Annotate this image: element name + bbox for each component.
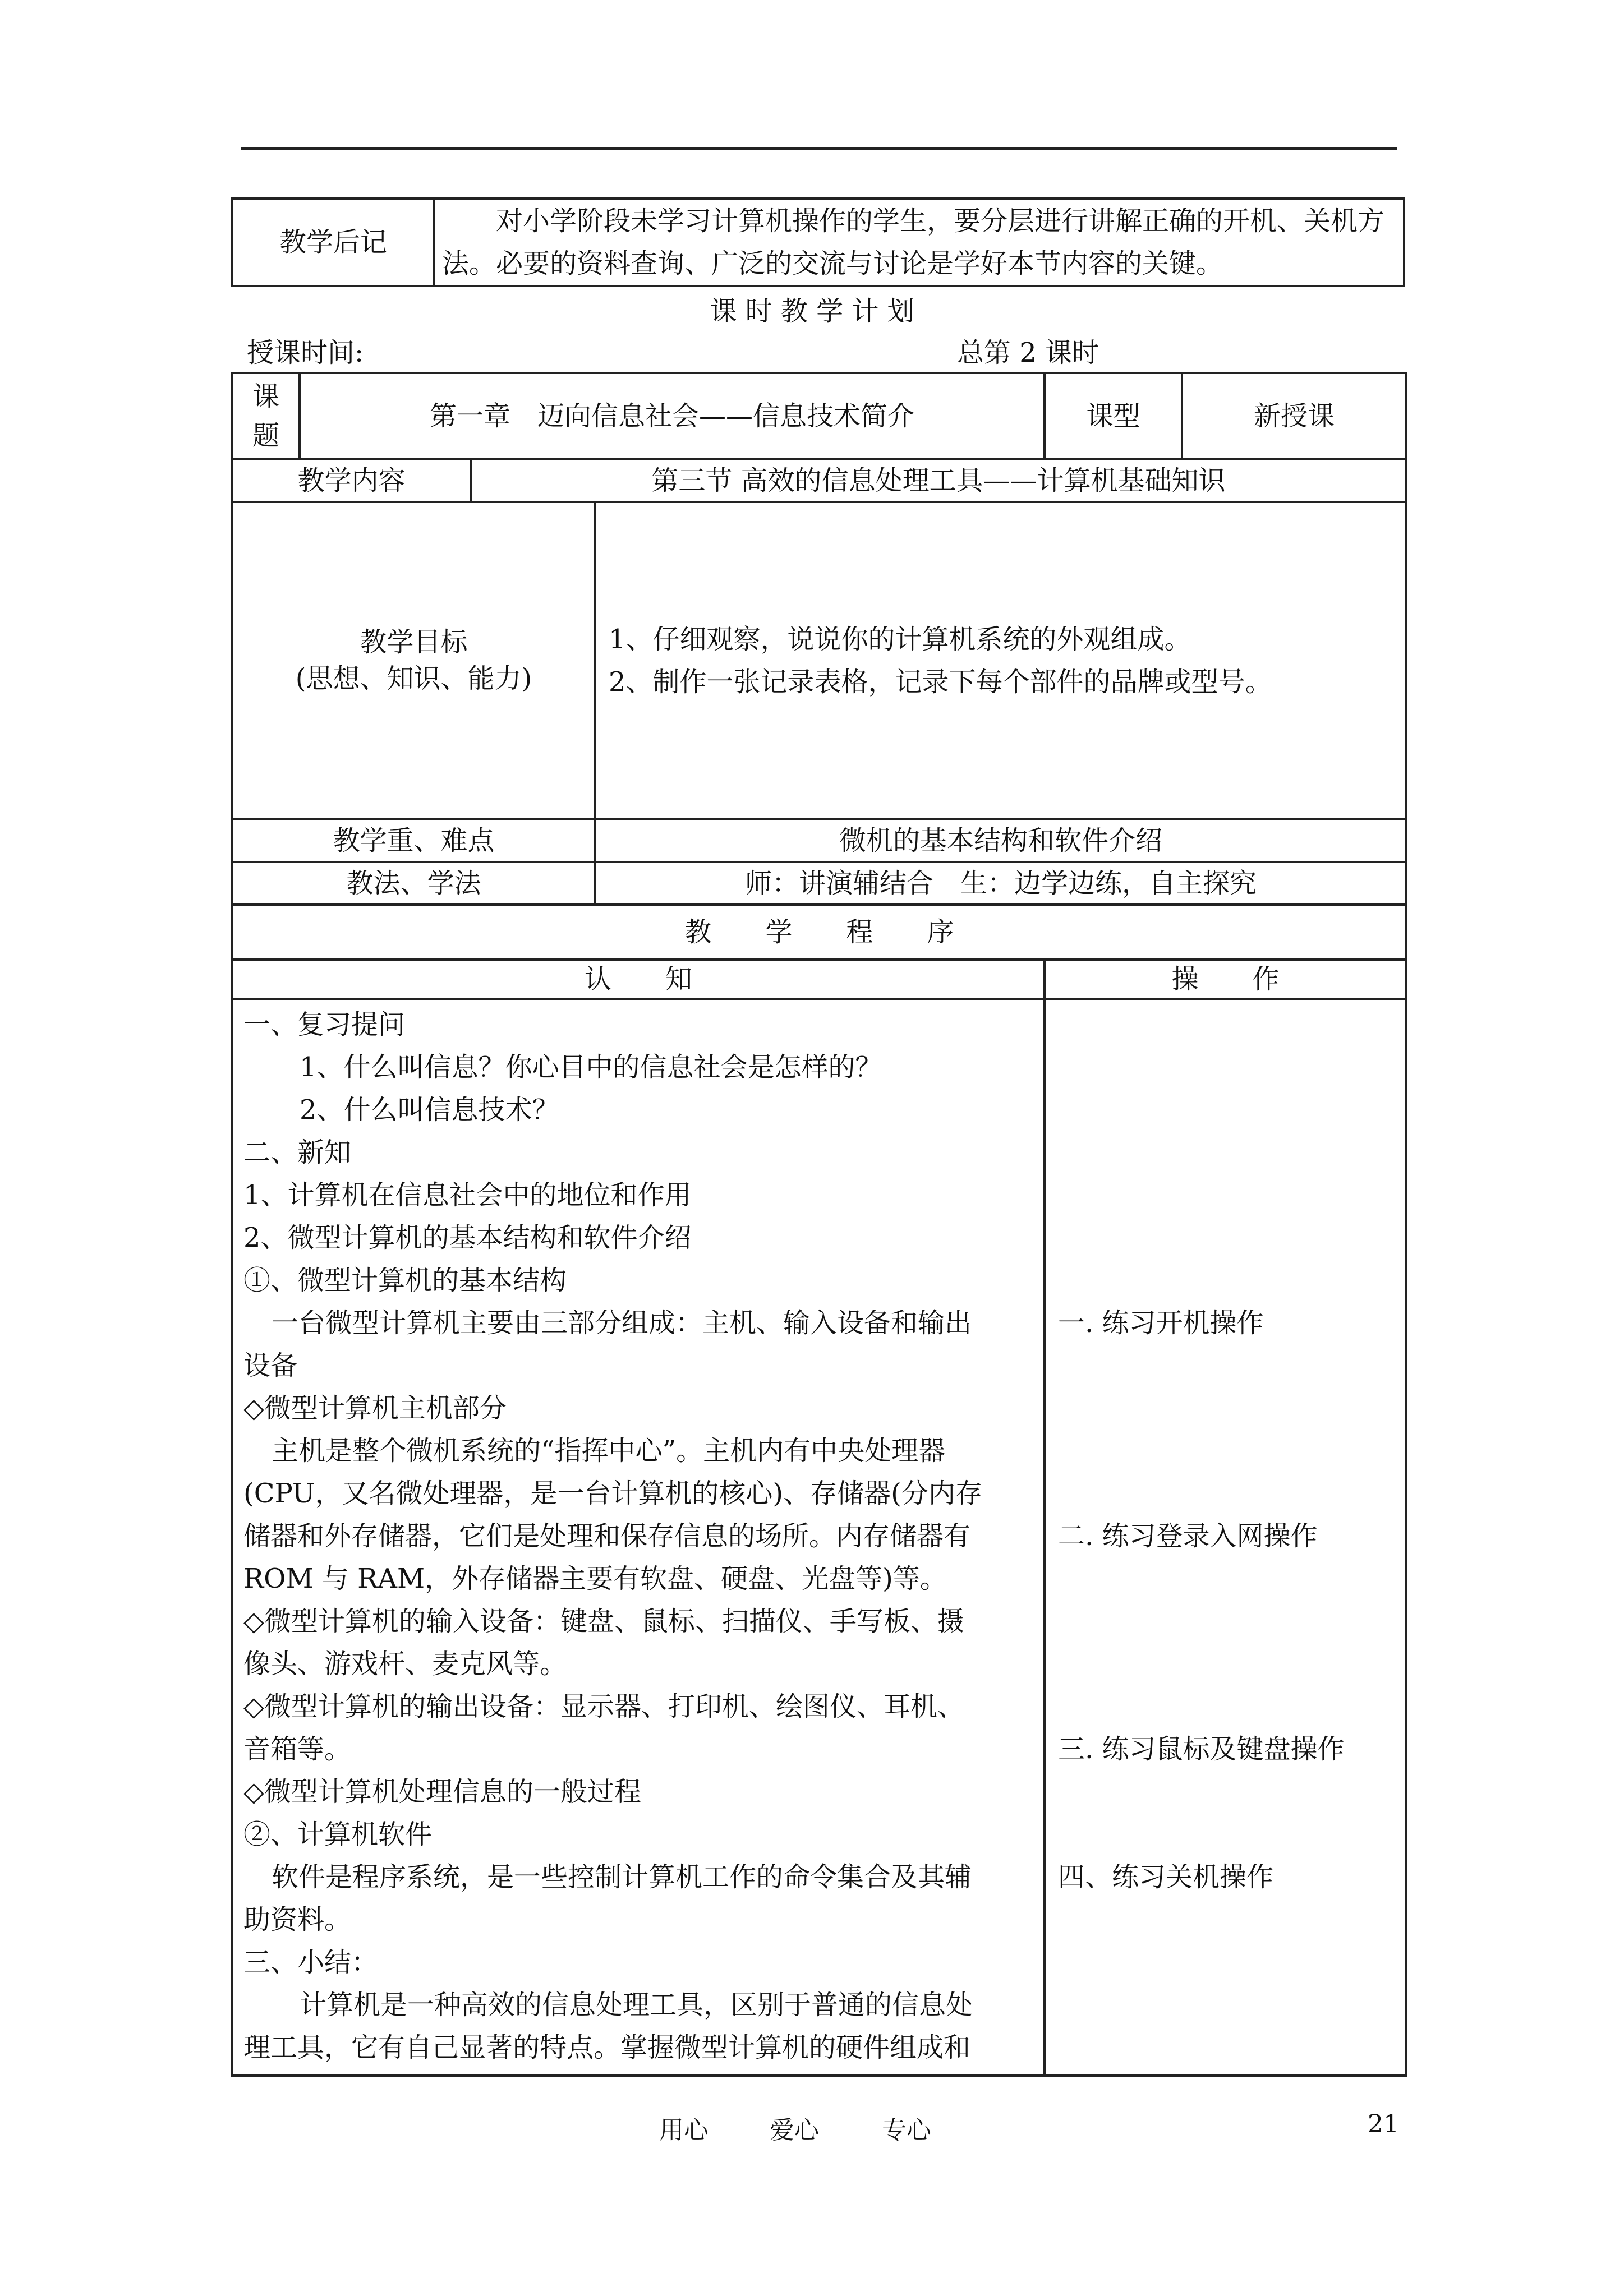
cognition-line: 2、什么叫信息技术？ [300,1094,559,1126]
cognition-line: 一、复习提问 [243,1009,406,1040]
method-value: 师：讲演辅结合 生：边学边练，自主探究 [595,862,1406,905]
key-points-label: 教学重、难点 [232,819,595,862]
goal-label-cell [232,502,595,819]
cognition-line: 主机是整个微机系统的“指挥中心”。主机内有中央处理器 [272,1435,946,1467]
cognition-line: 2、微型计算机的基本结构和软件介绍 [243,1222,692,1253]
content-value: 第三节 高效的信息处理工具——计算机基础知识 [471,459,1406,502]
topic-label-1: 课 [252,381,279,412]
lesson-time-label: 授课时间: [247,337,364,368]
topic-label-2: 题 [252,420,279,451]
postscript-text: 对小学阶段未学习计算机操作的学生，要分层进行讲解正确的开机、关机方法。必要的资料查询、广泛的交流与讨论是学好本节内容的关键。 [434,199,1404,286]
postscript-label: 教学后记 [232,199,434,286]
header-rule [241,147,1397,150]
cognition-line: ②、计算机软件 [243,1819,433,1850]
operation-item: 二. 练习登录入网操作 [1058,1520,1318,1552]
footer-motto-1: 用心 [659,2116,709,2145]
cognition-line: 一台微型计算机主要由三部分组成：主机、输入设备和输出 [272,1307,972,1339]
goal-list [595,502,1406,819]
postscript-table [231,197,1405,287]
goal-item: 2、制作一张记录表格，记录下每个部件的品牌或型号。 [609,666,1272,698]
goal-label-2: (思想、知识、能力) [295,663,532,694]
goal-label-1: 教学目标 [360,626,468,658]
lesson-number: 总第 2 课时 [957,337,1099,368]
type-label: 课型 [1045,373,1182,459]
cognition-line: 二、新知 [243,1137,352,1168]
cognition-line: ①、微型计算机的基本结构 [243,1265,567,1296]
operation-item: 三. 练习鼠标及键盘操作 [1058,1733,1345,1765]
cognition-line: ◇微型计算机处理信息的一般过程 [243,1776,641,1808]
operation-item: 四、练习关机操作 [1058,1861,1274,1893]
cognition-line: 理工具，它有自己显著的特点。掌握微型计算机的硬件组成和 [243,2032,971,2063]
footer-motto-3: 专心 [882,2116,931,2145]
cognition-line: ROM 与 RAM，外存储器主要有软盘、硬盘、光盘等)等。 [243,1563,947,1594]
cognition-line: ◇微型计算机的输出设备：显示器、打印机、绘图仪、耳机、 [243,1691,964,1722]
cognition-line: ◇微型计算机的输入设备：键盘、鼠标、扫描仪、手写板、摄 [243,1606,964,1637]
operation-item: 一. 练习开机操作 [1058,1307,1264,1339]
cognition-line: (CPU，又名微处理器，是一台计算机的核心)、存储器(分内存 [243,1478,982,1509]
operation-list [1058,1003,1405,2069]
cognition-line: 像头、游戏杆、麦克风等。 [243,1648,567,1680]
page-number: 21 [1368,2110,1399,2138]
method-label: 教法、学法 [232,862,595,905]
cognition-line: ◇微型计算机主机部分 [243,1393,507,1424]
footer-motto-2: 爱心 [770,2116,819,2145]
cognition-line: 计算机是一种高效的信息处理工具，区别于普通的信息处 [300,1989,973,2021]
operation-header: 操 作 [1045,960,1406,999]
key-points-value: 微机的基本结构和软件介绍 [595,819,1406,862]
cognition-line: 储器和外存储器，它们是处理和保存信息的场所。内存储器有 [243,1520,971,1552]
cognition-line: 设备 [243,1350,298,1381]
cognition-header: 认 知 [232,960,1045,999]
plan-title: 课 时 教 学 计 划 [710,296,914,327]
cognition-line: 1、计算机在信息社会中的地位和作用 [243,1179,692,1211]
topic-label-cell [232,373,300,459]
lesson-plan-table [231,372,1407,2077]
cognition-line: 三、小结： [243,1947,379,1978]
cognition-body [232,999,1045,2076]
cognition-line: 软件是程序系统，是一些控制计算机工作的命令集合及其辅 [272,1861,972,1893]
cognition-line: 1、什么叫信息？你心目中的信息社会是怎样的？ [300,1052,882,1083]
goal-item: 1、仔细观察，说说你的计算机系统的外观组成。 [609,624,1191,655]
cognition-list [243,1003,1033,2069]
cognition-line: 助资料。 [243,1904,352,1935]
type-value: 新授课 [1182,373,1406,459]
operation-body [1045,999,1406,2076]
procedure-title: 教 学 程 序 [232,905,1406,960]
content-label: 教学内容 [232,459,471,502]
topic-value: 第一章 迈向信息社会——信息技术简介 [300,373,1045,459]
cognition-line: 音箱等。 [243,1733,352,1765]
